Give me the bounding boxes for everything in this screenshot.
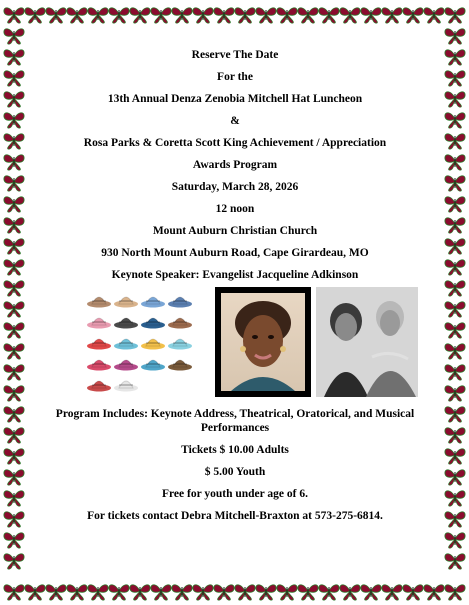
- butterfly-icon: [4, 8, 24, 23]
- butterfly-icon: [445, 113, 465, 128]
- line-event-title: 13th Annual Denza Zenobia Mitchell Hat Luncheon: [107, 93, 363, 105]
- butterfly-icon: [4, 155, 24, 170]
- hat-icon: [87, 297, 111, 308]
- butterfly-icon: [4, 260, 24, 275]
- butterfly-icon: [4, 71, 24, 86]
- woman-portrait-icon: [221, 293, 305, 391]
- line-reserve: Reserve The Date: [191, 49, 279, 61]
- butterfly-icon: [445, 176, 465, 191]
- butterfly-icon: [67, 585, 87, 600]
- butterfly-icon: [445, 218, 465, 233]
- butterfly-icon: [445, 344, 465, 359]
- hat-icon: [114, 297, 138, 308]
- butterfly-icon: [319, 585, 339, 600]
- butterfly-icon: [4, 585, 24, 600]
- butterfly-icon: [445, 71, 465, 86]
- two-women-photo-icon: [316, 287, 418, 397]
- butterfly-icon: [151, 8, 171, 23]
- butterfly-icon: [193, 8, 213, 23]
- butterfly-icon: [445, 512, 465, 527]
- butterfly-icon: [4, 281, 24, 296]
- butterfly-icon: [88, 585, 108, 600]
- butterfly-icon: [4, 323, 24, 338]
- butterfly-icon: [298, 585, 318, 600]
- hat-icon: [141, 297, 165, 308]
- butterfly-icon: [445, 386, 465, 401]
- butterfly-icon: [172, 585, 192, 600]
- butterfly-icon: [4, 554, 24, 569]
- butterfly-icon: [4, 512, 24, 527]
- butterfly-icon: [109, 585, 129, 600]
- butterfly-icon: [445, 302, 465, 317]
- butterfly-icon: [4, 113, 24, 128]
- hat-icon: [87, 318, 111, 329]
- hat-icon: [87, 381, 111, 392]
- butterfly-icon: [172, 8, 192, 23]
- hat-icon: [168, 339, 192, 350]
- butterfly-icon: [4, 386, 24, 401]
- butterfly-icon: [445, 92, 465, 107]
- line-contact: For tickets contact Debra Mitchell-Braxton at 573-275-6814.: [87, 510, 383, 522]
- butterfly-icon: [109, 8, 129, 23]
- butterfly-icon: [445, 134, 465, 149]
- line-keynote: Keynote Speaker: Evangelist Jacqueline Adkinson: [111, 269, 359, 281]
- butterfly-icon: [4, 449, 24, 464]
- butterfly-icon: [424, 585, 444, 600]
- butterfly-icon: [4, 365, 24, 380]
- butterfly-icon: [4, 428, 24, 443]
- butterfly-icon: [319, 8, 339, 23]
- line-free-youth: Free for youth under age of 6.: [162, 488, 308, 500]
- butterfly-icon: [4, 197, 24, 212]
- butterfly-icon: [298, 8, 318, 23]
- butterfly-icon: [445, 50, 465, 65]
- butterfly-icon: [445, 428, 465, 443]
- hat-icon: [87, 360, 111, 371]
- butterfly-icon: [361, 585, 381, 600]
- butterfly-icon: [214, 8, 234, 23]
- hat-icon: [168, 297, 192, 308]
- line-for-the: For the: [217, 71, 253, 83]
- line-award-title: Rosa Parks & Coretta Scott King Achievement / Appreciation: [83, 137, 387, 149]
- butterfly-icon: [4, 407, 24, 422]
- line-address: 930 North Mount Auburn Road, Cape Girardeau, MO: [101, 247, 369, 259]
- butterfly-icon: [4, 533, 24, 548]
- butterfly-icon: [193, 585, 213, 600]
- butterfly-icon: [445, 239, 465, 254]
- butterfly-icon: [4, 29, 24, 44]
- hat-icon: [114, 360, 138, 371]
- butterfly-icon: [403, 585, 423, 600]
- butterfly-icon: [277, 585, 297, 600]
- butterfly-icon: [130, 8, 150, 23]
- butterfly-icon: [4, 491, 24, 506]
- butterfly-icon: [256, 8, 276, 23]
- hat-icon: [141, 318, 165, 329]
- butterfly-icon: [445, 407, 465, 422]
- butterfly-icon: [340, 8, 360, 23]
- butterfly-icon: [4, 218, 24, 233]
- line-ticket-youth: $ 5.00 Youth: [204, 466, 266, 478]
- butterfly-icon: [445, 533, 465, 548]
- butterfly-icon: [25, 8, 45, 23]
- hat-icon: [168, 360, 192, 371]
- butterfly-icon: [445, 365, 465, 380]
- butterfly-icon: [4, 344, 24, 359]
- butterfly-icon: [403, 8, 423, 23]
- butterfly-icon: [4, 134, 24, 149]
- butterfly-icon: [445, 8, 465, 23]
- butterfly-icon: [445, 197, 465, 212]
- line-program: Program Includes: Keynote Address, Theatrical, Oratorical, and Musical Performances: [55, 408, 415, 434]
- butterfly-icon: [445, 491, 465, 506]
- butterfly-icon: [382, 585, 402, 600]
- butterfly-icon: [445, 155, 465, 170]
- announcement-top: [40, 44, 430, 286]
- line-date: Saturday, March 28, 2026: [171, 181, 299, 193]
- hat-icon: [114, 381, 138, 392]
- butterfly-icon: [445, 554, 465, 569]
- speaker-portrait: [215, 287, 311, 397]
- butterfly-icon: [4, 176, 24, 191]
- line-venue: Mount Auburn Christian Church: [152, 225, 318, 237]
- butterfly-icon: [340, 585, 360, 600]
- butterfly-icon: [214, 585, 234, 600]
- butterfly-icon: [4, 470, 24, 485]
- hat-icon: [141, 360, 165, 371]
- butterfly-icon: [151, 585, 171, 600]
- hat-icon: [141, 339, 165, 350]
- butterfly-icon: [445, 470, 465, 485]
- hats-illustration: [85, 287, 200, 397]
- butterfly-icon: [277, 8, 297, 23]
- line-ampersand: &: [230, 115, 240, 127]
- butterfly-icon: [361, 8, 381, 23]
- historic-photo: [316, 287, 418, 397]
- hat-icon: [114, 318, 138, 329]
- hat-icon: [87, 339, 111, 350]
- butterfly-icon: [67, 8, 87, 23]
- hat-icon: [168, 318, 192, 329]
- butterfly-icon: [130, 585, 150, 600]
- line-time: 12 noon: [215, 203, 255, 215]
- butterfly-icon: [4, 50, 24, 65]
- butterfly-icon: [25, 585, 45, 600]
- butterfly-icon: [382, 8, 402, 23]
- announcement-bottom: [40, 403, 430, 527]
- butterfly-icon: [46, 8, 66, 23]
- butterfly-icon: [445, 260, 465, 275]
- line-awards-program: Awards Program: [192, 159, 278, 171]
- butterfly-icon: [445, 585, 465, 600]
- butterfly-icon: [445, 449, 465, 464]
- butterfly-icon: [445, 281, 465, 296]
- butterfly-icon: [46, 585, 66, 600]
- butterfly-icon: [235, 8, 255, 23]
- butterfly-icon: [445, 323, 465, 338]
- photo-strip: [85, 287, 418, 397]
- butterfly-icon: [445, 29, 465, 44]
- butterfly-icon: [235, 585, 255, 600]
- line-ticket-adults: Tickets $ 10.00 Adults: [181, 444, 289, 456]
- butterfly-icon: [256, 585, 276, 600]
- butterfly-icon: [4, 239, 24, 254]
- butterfly-icon: [424, 8, 444, 23]
- butterfly-icon: [88, 8, 108, 23]
- butterfly-icon: [4, 92, 24, 107]
- hat-icon: [114, 339, 138, 350]
- butterfly-icon: [4, 302, 24, 317]
